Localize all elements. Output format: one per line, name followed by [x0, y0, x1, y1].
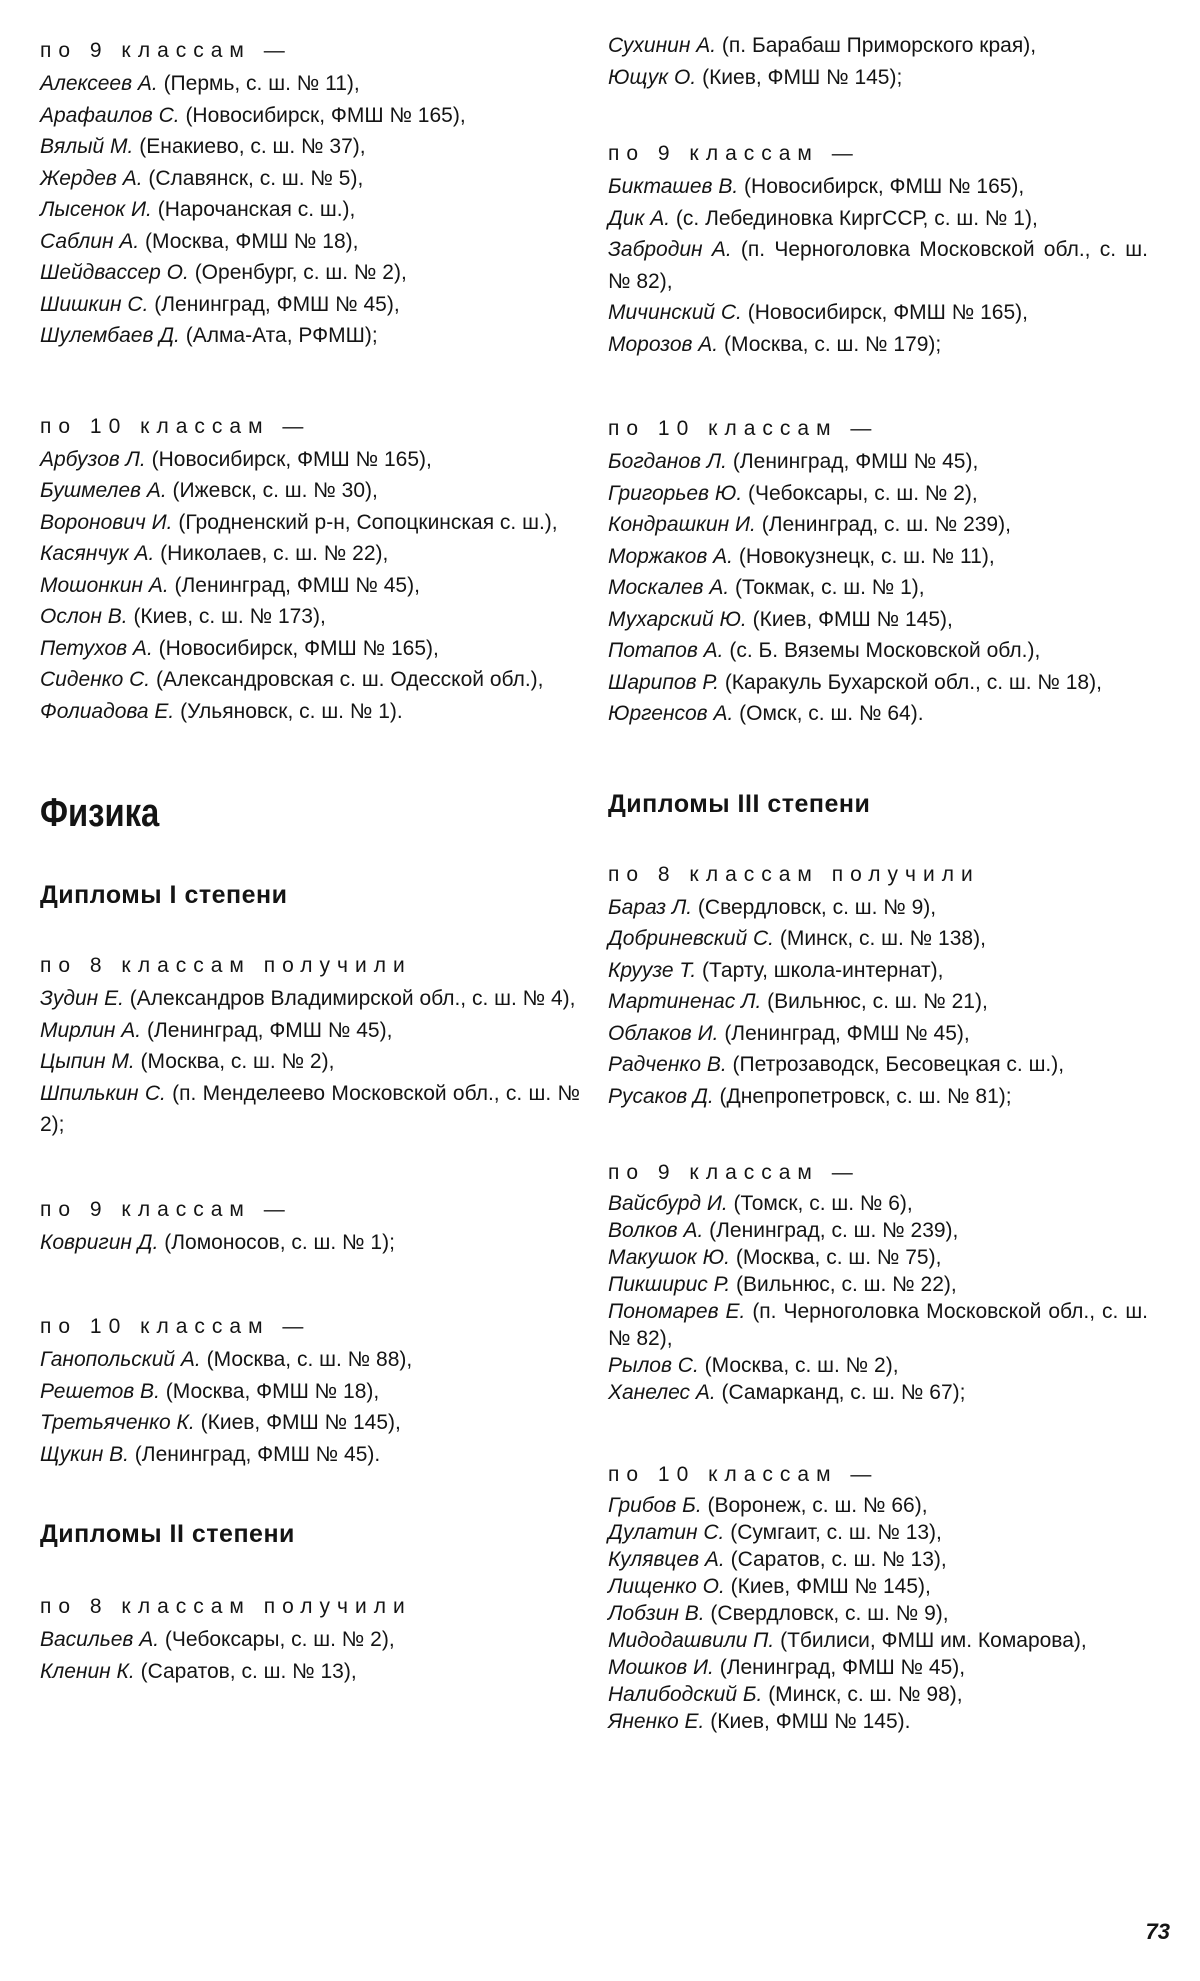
winner-entry	[608, 1018, 1148, 1050]
winner-school: (Свердловск, с. ш. № 9),	[710, 1602, 949, 1625]
winner-school: (с. Лебединовка КиргССР, с. ш. № 1),	[675, 206, 1038, 230]
winner-name: Круузе Т.	[608, 958, 697, 982]
winner-name: Шейдвассер О.	[40, 261, 189, 284]
winner-entry	[608, 62, 1148, 94]
winner-entry	[40, 696, 580, 728]
grade-header: по 10 классам —	[40, 414, 311, 438]
winner-entry	[40, 194, 580, 226]
winner-school: (Москва, с. ш. № 2),	[704, 1354, 899, 1377]
winner-name: Шпилькин С.	[40, 1081, 166, 1105]
grade-header: по 10 классам —	[608, 1463, 879, 1486]
winner-name: Макушок Ю.	[608, 1246, 730, 1269]
winner-name: Арбузов Л.	[40, 447, 146, 471]
winner-name: Сиденко С.	[40, 668, 151, 691]
winner-entry	[40, 1376, 580, 1408]
winner-school: (Вильнюс, с. ш. № 21),	[767, 990, 988, 1013]
winner-entry	[608, 892, 1148, 924]
winner-name: Ковригин Д.	[40, 1230, 159, 1254]
winner-entry	[608, 572, 1148, 604]
winner-school: (Сумгаит, с. ш. № 13),	[730, 1521, 942, 1544]
right-column	[608, 30, 1148, 1735]
winner-school: (Тарту, школа-интернат),	[702, 958, 944, 982]
winner-entry	[608, 1244, 1148, 1271]
winner-entry	[40, 507, 580, 539]
winner-entry	[608, 1573, 1148, 1600]
winner-entry	[608, 1271, 1148, 1298]
winner-name: Бараз Л.	[608, 895, 693, 919]
winner-name: Шулембаев Д.	[40, 324, 180, 347]
winner-school: (Киев, ФМШ № 145);	[702, 65, 903, 89]
winner-school: (Петрозаводск, Бесовецкая с. ш.),	[732, 1053, 1065, 1076]
winner-name: Бушмелев А.	[40, 479, 167, 502]
winner-name: Добриневский С.	[608, 927, 774, 950]
winner-name: Кулявцев А.	[608, 1548, 725, 1571]
winner-entry	[608, 604, 1148, 636]
winner-school: (Енакиево, с. ш. № 37),	[139, 135, 366, 158]
winner-school: (Свердловск, с. ш. № 9),	[697, 895, 937, 919]
winner-school: (Киев, ФМШ № 145),	[730, 1575, 931, 1598]
winner-school: (Тбилиси, ФМШ им. Комарова),	[780, 1629, 1087, 1652]
winner-name: Морозов А.	[608, 332, 719, 356]
winner-entry	[608, 1049, 1148, 1081]
physics2-grade9-section	[608, 139, 1148, 360]
winner-school: (Москва, с. ш. № 2),	[140, 1050, 335, 1073]
physics-section-title: Физика	[40, 791, 160, 835]
winner-school: (Чебоксары, с. ш. № 2),	[164, 1628, 395, 1651]
winner-name: Потапов А.	[608, 639, 724, 662]
winner-entry	[40, 601, 580, 633]
winner-name: Русаков Д.	[608, 1084, 714, 1108]
physics1-grade9-section	[40, 1195, 580, 1259]
winner-school: (Ленинград, с. ш. № 239),	[761, 513, 1011, 536]
winner-school: (Новосибирск, ФМШ № 165),	[158, 636, 439, 660]
winner-name: Шишкин С.	[40, 292, 149, 316]
winner-name: Яненко Е.	[608, 1710, 705, 1733]
winner-entry	[40, 1078, 580, 1141]
winner-school: (Ленинград, с. ш. № 239),	[709, 1219, 959, 1242]
winner-list	[40, 444, 580, 728]
winner-entry	[40, 320, 580, 352]
winner-entry	[40, 475, 580, 507]
winner-list	[40, 983, 580, 1141]
winner-name: Мичинский С.	[608, 301, 742, 324]
winner-name: Мухарский Ю.	[608, 607, 747, 631]
winner-name: Алексеев А.	[40, 72, 158, 95]
winner-name: Лысенок И.	[40, 198, 152, 221]
winner-school: (п. Менделеево Московской обл., с. ш. № 2);	[40, 1081, 580, 1136]
winner-name: Решетов В.	[40, 1379, 160, 1403]
winner-school: (Ленинград, ФМШ № 45),	[732, 450, 979, 473]
winner-school: (Вильнюс, с. ш. № 22),	[736, 1273, 957, 1296]
winner-name: Жердев А.	[40, 166, 143, 190]
winner-entry	[40, 131, 580, 163]
grade-header: по 9 классам —	[40, 1197, 292, 1221]
winner-school: (Москва, с. ш. № 179);	[723, 332, 942, 356]
winner-school: (Алма-Ата, РФМШ);	[185, 324, 378, 347]
winner-name: Касянчук А.	[40, 542, 155, 565]
winner-name: Сухинин А.	[608, 34, 717, 57]
physics1-grade8-section	[40, 951, 580, 1141]
winner-school: (Воронеж, с. ш. № 66),	[707, 1494, 928, 1517]
winner-name: Юргенсов А.	[608, 702, 734, 725]
page-number: 73	[1145, 1919, 1170, 1944]
winner-entry	[608, 541, 1148, 573]
winner-entry	[40, 163, 580, 195]
winner-name: Третьяченко К.	[40, 1411, 195, 1434]
winner-name: Волков А.	[608, 1219, 704, 1242]
winner-school: (Москва, ФМШ № 18),	[145, 229, 359, 253]
winner-entry	[608, 1654, 1148, 1681]
winner-entry	[608, 1081, 1148, 1113]
winner-school: (Александровская с. ш. Одесской обл.),	[155, 668, 544, 691]
winner-entry	[40, 257, 580, 289]
grade-header: по 8 классам получили	[40, 954, 412, 977]
winner-entry	[40, 226, 580, 258]
winner-school: (Новосибирск, ФМШ № 165),	[747, 301, 1028, 324]
winner-name: Воронович И.	[40, 510, 173, 534]
winner-list	[608, 30, 1148, 93]
winner-school: (Нарочанская с. ш.),	[157, 198, 356, 221]
winner-entry	[608, 923, 1148, 955]
winner-entry	[608, 698, 1148, 730]
physics2-continuation	[608, 30, 1148, 93]
left-column	[40, 36, 580, 1687]
winner-name: Москалев А.	[608, 576, 730, 599]
winner-entry	[608, 30, 1148, 62]
winner-entry	[608, 1708, 1148, 1735]
winner-entry	[608, 1217, 1148, 1244]
winner-school: (Саратов, с. ш. № 13),	[730, 1548, 947, 1571]
winner-school: (Москва, с. ш. № 75),	[735, 1246, 942, 1269]
winner-entry	[608, 1519, 1148, 1546]
winner-name: Грибов Б.	[608, 1494, 702, 1517]
winner-name: Налибодский Б.	[608, 1683, 763, 1706]
winner-entry	[608, 329, 1148, 361]
winner-school: (Ленинград, ФМШ № 45),	[154, 292, 400, 316]
winner-entry	[40, 983, 580, 1015]
winner-entry	[608, 1600, 1148, 1627]
winner-school: (Ленинград, ФМШ № 45),	[724, 1021, 970, 1045]
grade-header: по 8 классам получили	[608, 862, 980, 886]
winner-name: Лобзин В.	[608, 1602, 705, 1625]
winner-name: Пикширис Р.	[608, 1273, 731, 1296]
winner-school: (Самарканд, с. ш. № 67);	[721, 1381, 966, 1404]
winner-school: (Киев, ФМШ № 145),	[752, 607, 953, 631]
winner-entry	[608, 986, 1148, 1018]
winner-school: (Славянск, с. ш. № 5),	[148, 166, 364, 190]
winner-school: (Ленинград, ФМШ № 45),	[174, 573, 420, 597]
winner-school: (Киев, ФМШ № 145),	[200, 1411, 401, 1434]
winner-school: (Оренбург, с. ш. № 2),	[194, 261, 407, 284]
winner-entry	[608, 203, 1148, 235]
winner-name: Ханелес А.	[608, 1381, 716, 1404]
winner-school: (Минск, с. ш. № 138),	[779, 927, 986, 950]
winner-entry	[40, 1046, 580, 1078]
winner-name: Кондрашкин И.	[608, 513, 756, 536]
grade-header: по 9 классам —	[608, 142, 860, 165]
winner-list	[40, 68, 580, 352]
winner-entry	[40, 100, 580, 132]
winner-entry	[40, 68, 580, 100]
winner-name: Дулатин С.	[608, 1521, 725, 1544]
winner-school: (Каракуль Бухарской обл., с. ш. № 18),	[724, 670, 1102, 694]
winner-school: (Омск, с. ш. № 64).	[739, 702, 924, 725]
winner-entry	[40, 1407, 580, 1439]
winner-name: Вайсбурд И.	[608, 1192, 728, 1215]
winner-name: Мидодашвили П.	[608, 1629, 775, 1652]
winner-list	[608, 1492, 1148, 1735]
winner-entry	[608, 1298, 1148, 1352]
winner-entry	[608, 1627, 1148, 1654]
winner-name: Богданов Л.	[608, 450, 728, 473]
diploma-2-title: Дипломы II степени	[40, 1520, 295, 1548]
winner-list	[608, 171, 1148, 360]
winner-name: Фолиадова Е.	[40, 699, 175, 723]
winner-school: (Гродненский р-н, Сопоцкинская с. ш.),	[178, 510, 558, 534]
winner-list	[608, 446, 1148, 730]
winner-school: (Александров Владимирской обл., с. ш. № 4),	[129, 987, 576, 1010]
winner-name: Вялый М.	[40, 135, 134, 158]
physics2-grade8-section	[40, 1592, 580, 1687]
winner-school: (Ижевск, с. ш. № 30),	[172, 479, 378, 502]
winner-name: Саблин А.	[40, 229, 140, 253]
winner-name: Мартиненас Л.	[608, 990, 762, 1013]
winner-school: (Минск, с. ш. № 98),	[768, 1683, 963, 1706]
winner-entry	[40, 1439, 580, 1471]
winner-entry	[608, 234, 1148, 297]
winner-name: Дик А.	[608, 206, 671, 230]
winner-name: Мирлин А.	[40, 1018, 142, 1042]
winner-list	[40, 1344, 580, 1470]
diploma-1-title: Дипломы I степени	[40, 881, 288, 909]
grade-header: по 8 классам получили	[40, 1595, 412, 1618]
winner-name: Арафаилов С.	[40, 103, 180, 127]
physics1-grade10-section	[40, 1312, 580, 1470]
winner-entry	[608, 509, 1148, 541]
winner-name: Шарипов Р.	[608, 670, 719, 694]
grade-header: по 10 классам —	[40, 1315, 311, 1338]
winner-name: Щукин В.	[40, 1442, 129, 1466]
winner-list	[608, 1190, 1148, 1406]
winner-name: Ющук О.	[608, 65, 697, 89]
winner-school: (п. Черноголовка Московской обл., с. ш. № 82),	[608, 238, 1148, 293]
winner-name: Мошонкин А.	[40, 573, 169, 597]
winner-school: (Токмак, с. ш. № 1),	[735, 576, 925, 599]
winner-entry	[40, 1624, 580, 1656]
winner-school: (Ломоносов, с. ш. № 1);	[164, 1230, 395, 1254]
winner-school: (Днепропетровск, с. ш. № 81);	[719, 1084, 1012, 1108]
winner-entry	[608, 446, 1148, 478]
winner-school: (Новосибирск, ФМШ № 165),	[185, 103, 466, 127]
winner-entry	[608, 478, 1148, 510]
winner-school: (Саратов, с. ш. № 13),	[140, 1659, 357, 1683]
physics2-grade10-section	[608, 414, 1148, 730]
winner-entry	[608, 1546, 1148, 1573]
physics3-grade9-section	[608, 1158, 1148, 1406]
winner-entry	[608, 1190, 1148, 1217]
winner-entry	[40, 570, 580, 602]
winner-school: (Москва, с. ш. № 88),	[206, 1348, 413, 1371]
winner-name: Петухов А.	[40, 636, 153, 660]
winner-school: (Пермь, с. ш. № 11),	[163, 72, 360, 95]
winner-school: (Ленинград, ФМШ № 45),	[147, 1018, 393, 1042]
winner-entry	[40, 664, 580, 696]
winner-entry	[608, 297, 1148, 329]
winner-list	[40, 1227, 580, 1259]
diploma-3-title: Дипломы III степени	[608, 789, 871, 818]
winner-name: Ослон В.	[40, 605, 128, 628]
winner-entry	[608, 955, 1148, 987]
winner-list	[40, 1624, 580, 1687]
winner-school: (Киев, с. ш. № 173),	[133, 605, 326, 628]
winner-name: Цыпин М.	[40, 1050, 135, 1073]
winner-entry	[40, 289, 580, 321]
winner-entry	[40, 1656, 580, 1688]
winner-entry	[608, 1379, 1148, 1406]
winner-name: Лищенко О.	[608, 1575, 725, 1598]
winner-name: Рылов С.	[608, 1354, 699, 1377]
winner-name: Забродин А.	[608, 238, 732, 261]
winner-name: Кленин К.	[40, 1659, 135, 1683]
winner-entry	[40, 1227, 580, 1259]
winner-school: (Ленинград, ФМШ № 45).	[134, 1442, 381, 1466]
winner-entry	[40, 538, 580, 570]
winner-entry	[40, 444, 580, 476]
winner-name: Мошков И.	[608, 1656, 714, 1679]
winner-school: (Новосибирск, ФМШ № 165),	[151, 447, 432, 471]
winner-name: Бикташев В.	[608, 175, 739, 198]
winner-entry	[608, 1492, 1148, 1519]
winner-name: Зудин Е.	[40, 987, 124, 1010]
winner-name: Григорьев Ю.	[608, 481, 743, 505]
winner-name: Моржаков А.	[608, 544, 733, 568]
winner-school: (Новокузнецк, с. ш. № 11),	[738, 544, 995, 568]
winner-entry	[608, 635, 1148, 667]
grade-header: по 10 классам —	[608, 417, 879, 440]
winner-name: Васильев А.	[40, 1628, 160, 1651]
winner-school: (п. Барабаш Приморского края),	[721, 34, 1037, 57]
winner-name: Пономарев Е.	[608, 1300, 746, 1323]
winner-entry	[608, 1352, 1148, 1379]
winner-entry	[608, 1681, 1148, 1708]
grade-header: по 9 классам —	[608, 1161, 860, 1184]
winner-school: (Москва, ФМШ № 18),	[165, 1379, 380, 1403]
winner-school: (п. Черноголовка Московской обл., с. ш. № 82),	[608, 1300, 1148, 1350]
winner-school: (Новосибирск, ФМШ № 165),	[744, 175, 1025, 198]
winner-school: (Ульяновск, с. ш. № 1).	[180, 699, 403, 723]
winner-entry	[40, 1015, 580, 1047]
winner-name: Ганопольский А.	[40, 1348, 201, 1371]
winner-entry	[40, 633, 580, 665]
winner-name: Радченко В.	[608, 1053, 727, 1076]
physics3-grade8-section	[608, 860, 1148, 1113]
winner-school: (с. Б. Вяземы Московской обл.),	[729, 639, 1041, 662]
winner-school: (Ленинград, ФМШ № 45),	[719, 1656, 966, 1679]
winner-school: (Томск, с. ш. № 6),	[733, 1192, 913, 1215]
winner-name: Облаков И.	[608, 1021, 719, 1045]
winner-entry	[608, 171, 1148, 203]
winner-school: (Киев, ФМШ № 145).	[710, 1710, 911, 1733]
winner-school: (Николаев, с. ш. № 22),	[160, 542, 389, 565]
math-grade10-section	[40, 412, 580, 728]
winner-school: (Чебоксары, с. ш. № 2),	[748, 481, 978, 505]
winner-list	[608, 892, 1148, 1113]
winner-entry	[40, 1344, 580, 1376]
winner-entry	[608, 667, 1148, 699]
math-grade9-section	[40, 36, 580, 352]
grade-header: по 9 классам —	[40, 39, 292, 62]
physics3-grade10-section	[608, 1460, 1148, 1735]
